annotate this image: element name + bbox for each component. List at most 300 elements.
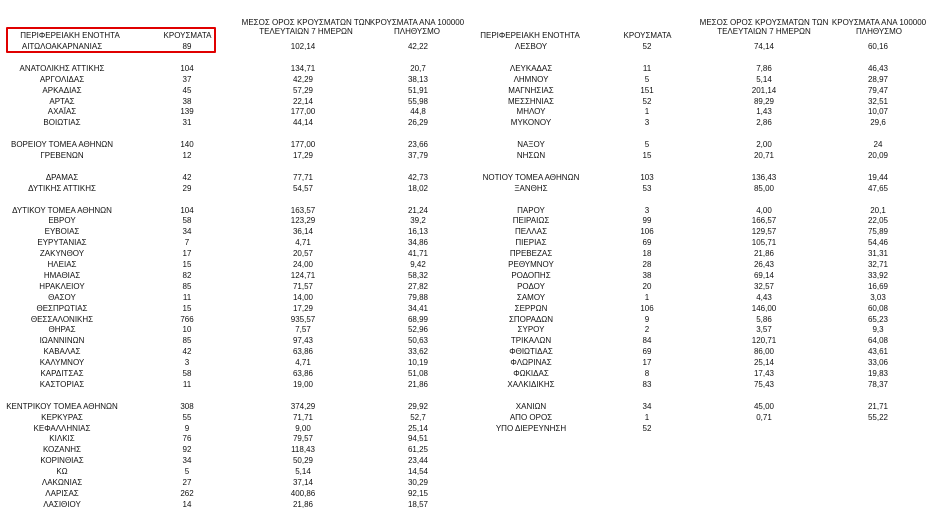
rate-per-100k-value: 23,44 bbox=[407, 456, 429, 466]
rate-per-100k-value: 18,57 bbox=[407, 499, 429, 509]
cases-value: 55 bbox=[182, 412, 192, 422]
left-header-unit: ΠΕΡΙΦΕΡΕΙΑΚΗ ΕΝΟΤΗΤΑ bbox=[20, 31, 120, 40]
table-row bbox=[0, 237, 929, 248]
table-row bbox=[0, 488, 929, 499]
cases-value: 89 bbox=[182, 42, 192, 51]
right-header-unit: ΠΕΡΙΦΕΡΕΙΑΚΗ ΕΝΟΤΗΤΑ bbox=[480, 31, 580, 40]
avg-7day-value: 17,29 bbox=[292, 151, 314, 160]
avg-7day-value: 71,57 bbox=[292, 281, 314, 291]
rate-per-100k-value: 32,71 bbox=[867, 260, 889, 269]
table-row bbox=[0, 161, 929, 172]
cases-value: 83 bbox=[642, 379, 652, 389]
region-name: ΜΗΛΟΥ bbox=[516, 107, 546, 117]
rate-per-100k-value: 16,69 bbox=[867, 281, 889, 291]
avg-7day-value: 19,00 bbox=[292, 379, 314, 389]
rate-per-100k-value: 68,99 bbox=[407, 314, 429, 324]
region-name: ΚΩ bbox=[56, 467, 68, 477]
avg-7day-value: 20,71 bbox=[753, 151, 775, 160]
avg-7day-value: 7,86 bbox=[756, 63, 772, 73]
cases-value: 34 bbox=[182, 227, 192, 237]
rate-per-100k-value: 33,62 bbox=[407, 347, 429, 357]
avg-7day-value: 163,57 bbox=[290, 205, 316, 215]
cases-value: 10 bbox=[182, 325, 192, 335]
region-name: ΘΗΡΑΣ bbox=[48, 325, 76, 335]
cases-value: 1 bbox=[644, 292, 650, 302]
rate-per-100k-value: 28,97 bbox=[867, 74, 889, 84]
rate-per-100k-value: 79,47 bbox=[867, 85, 889, 95]
cases-value: 14 bbox=[182, 499, 192, 509]
cases-value: 2 bbox=[644, 325, 650, 335]
table-row bbox=[0, 324, 929, 335]
avg-7day-value: 63,86 bbox=[292, 347, 314, 357]
avg-7day-value: 4,00 bbox=[756, 205, 772, 215]
region-name: ΚΕΦΑΛΛΗΝΙΑΣ bbox=[33, 423, 91, 433]
region-name: ΑΡΚΑΔΙΑΣ bbox=[42, 85, 82, 95]
right-header-rate: ΚΡΟΥΣΜΑΤΑ ΑΝΑ 100000 ΠΛΗΘΥΣΜΟ bbox=[831, 18, 927, 36]
cases-value: 37 bbox=[182, 74, 192, 84]
rate-per-100k-value: 92,15 bbox=[407, 488, 429, 498]
cases-value: 15 bbox=[642, 151, 652, 160]
cases-value: 15 bbox=[182, 303, 192, 313]
avg-7day-value: 69,14 bbox=[753, 270, 775, 280]
region-name: ΑΠΟ ΟΡΟΣ bbox=[509, 412, 553, 422]
avg-7day-value: 9,00 bbox=[295, 423, 311, 433]
avg-7day-value: 123,29 bbox=[290, 216, 316, 226]
cases-value: 58 bbox=[182, 216, 192, 226]
region-name: ΞΑΝΘΗΣ bbox=[514, 183, 548, 193]
table-row bbox=[0, 433, 929, 444]
rate-per-100k-value: 60,08 bbox=[867, 303, 889, 313]
avg-7day-value: 32,57 bbox=[753, 281, 775, 291]
avg-7day-value: 54,57 bbox=[292, 183, 314, 193]
table-row bbox=[0, 270, 929, 281]
region-name: ΧΑΝΙΩΝ bbox=[515, 401, 547, 411]
rate-per-100k-value: 31,31 bbox=[867, 249, 889, 259]
region-name: ΣΑΜΟΥ bbox=[516, 292, 546, 302]
table-row bbox=[0, 314, 929, 325]
region-name: ΚΟΡΙΝΘΙΑΣ bbox=[40, 456, 84, 466]
cases-value: 27 bbox=[182, 478, 192, 487]
cases-value: 42 bbox=[182, 172, 192, 182]
avg-7day-value: 17,43 bbox=[753, 369, 775, 378]
table-row bbox=[0, 226, 929, 237]
cases-value: 11 bbox=[182, 379, 192, 389]
rate-per-100k-value: 20,1 bbox=[870, 205, 886, 215]
avg-7day-value: 129,57 bbox=[751, 227, 777, 237]
avg-7day-value: 44,14 bbox=[292, 118, 314, 128]
rate-per-100k-value: 79,88 bbox=[407, 292, 429, 302]
rate-per-100k-value: 32,51 bbox=[867, 96, 889, 106]
table-row bbox=[0, 444, 929, 455]
table-row bbox=[0, 281, 929, 292]
cases-value: 3 bbox=[184, 358, 190, 368]
cases-value: 28 bbox=[642, 260, 652, 269]
region-name: ΔΥΤΙΚΗΣ ΑΤΤΙΚΗΣ bbox=[28, 183, 96, 193]
avg-7day-value: 79,57 bbox=[292, 434, 314, 444]
table-row bbox=[0, 106, 929, 117]
avg-7day-value: 124,71 bbox=[290, 270, 316, 280]
rate-per-100k-value: 34,41 bbox=[407, 303, 429, 313]
table-row bbox=[0, 412, 929, 423]
cases-value: 76 bbox=[182, 434, 192, 444]
avg-7day-value: 935,57 bbox=[290, 314, 316, 324]
region-name: ΣΠΟΡΑΔΩΝ bbox=[508, 314, 554, 324]
region-name: ΣΥΡΟΥ bbox=[517, 325, 545, 335]
table-row bbox=[0, 215, 929, 226]
region-name: ΘΑΣΟΥ bbox=[48, 292, 76, 302]
table-row bbox=[0, 259, 929, 270]
cases-value: 139 bbox=[180, 107, 194, 117]
avg-7day-value: 105,71 bbox=[751, 238, 777, 248]
region-name: ΕΥΒΟΙΑΣ bbox=[44, 227, 80, 237]
table-row bbox=[0, 205, 929, 216]
rate-per-100k-value: 24 bbox=[873, 140, 883, 150]
cases-value: 9 bbox=[644, 314, 650, 324]
avg-7day-value: 77,71 bbox=[292, 172, 314, 182]
cases-value: 69 bbox=[642, 347, 652, 357]
region-name: ΛΑΣΙΘΙΟΥ bbox=[43, 499, 81, 509]
rate-per-100k-value: 19,83 bbox=[867, 369, 889, 378]
avg-7day-value: 4,71 bbox=[295, 358, 311, 368]
rate-per-100k-value: 61,25 bbox=[407, 445, 429, 455]
table-row bbox=[0, 74, 929, 85]
avg-7day-value: 4,43 bbox=[756, 292, 772, 302]
cases-value: 84 bbox=[642, 336, 652, 346]
cases-value: 85 bbox=[182, 281, 192, 291]
region-name: ΖΑΚΥΝΘΟΥ bbox=[39, 249, 85, 259]
cases-value: 3 bbox=[644, 118, 650, 128]
rate-per-100k-value: 26,29 bbox=[407, 118, 429, 128]
region-name: ΓΡΕΒΕΝΩΝ bbox=[40, 151, 84, 160]
avg-7day-value: 22,14 bbox=[292, 96, 314, 106]
region-name: ΚΑΣΤΟΡΙΑΣ bbox=[39, 379, 85, 389]
cases-value: 92 bbox=[182, 445, 192, 455]
region-name: ΗΛΕΙΑΣ bbox=[47, 260, 77, 269]
cases-value: 5 bbox=[184, 467, 190, 477]
rate-per-100k-value: 55,22 bbox=[867, 412, 889, 422]
rate-per-100k-value: 33,06 bbox=[867, 358, 889, 368]
region-name: ΛΑΚΩΝΙΑΣ bbox=[41, 478, 83, 487]
table-row bbox=[0, 303, 929, 314]
table-row bbox=[0, 477, 929, 488]
cases-value: 1 bbox=[644, 107, 650, 117]
cases-value: 11 bbox=[642, 63, 652, 73]
rate-per-100k-value: 42,22 bbox=[407, 42, 429, 51]
region-name: ΚΑΛΥΜΝΟΥ bbox=[39, 358, 85, 368]
rate-per-100k-value: 29,92 bbox=[407, 401, 429, 411]
cases-value: 8 bbox=[644, 369, 650, 378]
avg-7day-value: 37,14 bbox=[292, 478, 314, 487]
region-name: ΠΕΙΡΑΙΩΣ bbox=[512, 216, 550, 226]
table-row bbox=[0, 85, 929, 96]
cases-value: 53 bbox=[642, 183, 652, 193]
cases-value: 5 bbox=[644, 140, 650, 150]
rate-per-100k-value: 42,73 bbox=[407, 172, 429, 182]
avg-7day-value: 120,71 bbox=[751, 336, 777, 346]
table-row bbox=[0, 455, 929, 466]
cases-value: 766 bbox=[180, 314, 194, 324]
region-name: ΔΡΑΜΑΣ bbox=[45, 172, 79, 182]
left-header-rate: ΚΡΟΥΣΜΑΤΑ ΑΝΑ 100000 ΠΛΗΘΥΣΜΟ bbox=[369, 18, 465, 36]
region-name: ΡΟΔΟΥ bbox=[517, 281, 545, 291]
region-name: ΕΥΡΥΤΑΝΙΑΣ bbox=[37, 238, 87, 248]
rate-per-100k-value: 21,24 bbox=[407, 205, 429, 215]
right-header-cases: ΚΡΟΥΣΜΑΤΑ bbox=[623, 31, 672, 40]
avg-7day-value: 2,00 bbox=[756, 140, 772, 150]
avg-7day-value: 57,29 bbox=[292, 85, 314, 95]
avg-7day-value: 102,14 bbox=[290, 42, 316, 51]
cases-value: 17 bbox=[642, 358, 652, 368]
cases-value: 38 bbox=[182, 96, 192, 106]
cases-value: 82 bbox=[182, 270, 192, 280]
table-row bbox=[0, 248, 929, 259]
rate-per-100k-value: 37,79 bbox=[407, 151, 429, 160]
avg-7day-value: 201,14 bbox=[751, 85, 777, 95]
rate-per-100k-value: 16,13 bbox=[407, 227, 429, 237]
table-row bbox=[0, 390, 929, 401]
avg-7day-value: 21,86 bbox=[292, 499, 314, 509]
region-name: ΦΛΩΡΙΝΑΣ bbox=[510, 358, 552, 368]
cases-value: 34 bbox=[642, 401, 652, 411]
region-name: ΛΕΣΒΟΥ bbox=[514, 42, 548, 51]
avg-7day-value: 400,86 bbox=[290, 488, 316, 498]
avg-7day-value: 97,43 bbox=[292, 336, 314, 346]
region-name: ΝΟΤΙΟΥ ΤΟΜΕΑ ΑΘΗΝΩΝ bbox=[482, 172, 580, 182]
table-row bbox=[0, 499, 929, 510]
cases-value: 104 bbox=[180, 205, 194, 215]
table-row bbox=[0, 357, 929, 368]
rate-per-100k-value: 3,03 bbox=[870, 292, 886, 302]
avg-7day-value: 5,14 bbox=[295, 467, 311, 477]
cases-value: 52 bbox=[642, 96, 652, 106]
table-row bbox=[0, 117, 929, 128]
avg-7day-value: 1,43 bbox=[756, 107, 772, 117]
region-name: ΑΙΤΩΛΟΑΚΑΡΝΑΝΙΑΣ bbox=[21, 42, 103, 51]
region-name: ΗΡΑΚΛΕΙΟΥ bbox=[39, 281, 85, 291]
cases-value: 106 bbox=[640, 227, 654, 237]
cases-value: 11 bbox=[182, 292, 192, 302]
table-row bbox=[0, 150, 929, 161]
rate-per-100k-value: 78,37 bbox=[867, 379, 889, 389]
avg-7day-value: 0,71 bbox=[756, 412, 772, 422]
region-name: ΠΡΕΒΕΖΑΣ bbox=[509, 249, 553, 259]
table-row bbox=[0, 466, 929, 477]
avg-7day-value: 24,00 bbox=[292, 260, 314, 269]
region-name: ΕΒΡΟΥ bbox=[48, 216, 76, 226]
cases-value: 99 bbox=[642, 216, 652, 226]
region-name: ΧΑΛΚΙΔΙΚΗΣ bbox=[507, 379, 555, 389]
rate-per-100k-value: 41,71 bbox=[407, 249, 429, 259]
region-name: ΠΑΡΟΥ bbox=[517, 205, 545, 215]
right-header-avg: ΜΕΣΟΣ ΟΡΟΣ ΚΡΟΥΣΜΑΤΩΝ ΤΩΝ ΤΕΛΕΥΤΑΙΩΝ 7 ΗΜΕΡΩΝ bbox=[699, 18, 829, 36]
region-name: ΑΡΤΑΣ bbox=[49, 96, 75, 106]
rate-per-100k-value: 22,05 bbox=[867, 216, 889, 226]
table-row bbox=[0, 52, 929, 63]
avg-7day-value: 71,71 bbox=[292, 412, 314, 422]
region-name: ΠΕΛΛΑΣ bbox=[514, 227, 548, 237]
cases-value: 3 bbox=[644, 205, 650, 215]
rate-per-100k-value: 10,07 bbox=[867, 107, 889, 117]
avg-7day-value: 36,14 bbox=[292, 227, 314, 237]
table-row bbox=[0, 139, 929, 150]
rate-per-100k-value: 51,91 bbox=[407, 85, 429, 95]
cases-value: 308 bbox=[180, 401, 194, 411]
region-name: ΡΕΘΥΜΝΟΥ bbox=[508, 260, 554, 269]
region-name: ΘΕΣΣΑΛΟΝΙΚΗΣ bbox=[30, 314, 94, 324]
avg-7day-value: 3,57 bbox=[756, 325, 772, 335]
region-name: ΘΕΣΠΡΩΤΙΑΣ bbox=[36, 303, 88, 313]
rate-per-100k-value: 20,09 bbox=[867, 151, 889, 160]
cases-value: 31 bbox=[182, 118, 192, 128]
rate-per-100k-value: 9,3 bbox=[872, 325, 884, 335]
avg-7day-value: 14,00 bbox=[292, 292, 314, 302]
avg-7day-value: 146,00 bbox=[751, 303, 777, 313]
region-name: ΚΙΛΚΙΣ bbox=[49, 434, 75, 444]
region-name: ΦΩΚΙΔΑΣ bbox=[513, 369, 549, 378]
table-row bbox=[0, 96, 929, 107]
table-row bbox=[0, 63, 929, 74]
region-name: ΙΩΑΝΝΙΝΩΝ bbox=[39, 336, 85, 346]
region-name: ΡΟΔΟΠΗΣ bbox=[511, 270, 551, 280]
avg-7day-value: 166,57 bbox=[751, 216, 777, 226]
rate-per-100k-value: 21,71 bbox=[867, 401, 889, 411]
rate-per-100k-value: 51,08 bbox=[407, 369, 429, 378]
region-name: ΒΟΡΕΙΟΥ ΤΟΜΕΑ ΑΘΗΝΩΝ bbox=[10, 140, 114, 150]
rate-per-100k-value: 52,7 bbox=[410, 412, 426, 422]
cases-value: 106 bbox=[640, 303, 654, 313]
avg-7day-value: 2,86 bbox=[756, 118, 772, 128]
table-row bbox=[0, 183, 929, 194]
rate-per-100k-value: 10,19 bbox=[407, 358, 429, 368]
rate-per-100k-value: 27,82 bbox=[407, 281, 429, 291]
cases-value: 38 bbox=[642, 270, 652, 280]
avg-7day-value: 26,43 bbox=[753, 260, 775, 269]
region-name: ΛΑΡΙΣΑΣ bbox=[45, 488, 79, 498]
region-name: ΜΕΣΣΗΝΙΑΣ bbox=[508, 96, 554, 106]
cases-value: 85 bbox=[182, 336, 192, 346]
cases-value: 1 bbox=[644, 412, 650, 422]
table-row bbox=[0, 368, 929, 379]
rate-per-100k-value: 47,65 bbox=[867, 183, 889, 193]
cases-value: 45 bbox=[182, 85, 192, 95]
region-name: ΝΑΞΟΥ bbox=[517, 140, 545, 150]
region-name: ΑΝΑΤΟΛΙΚΗΣ ΑΤΤΙΚΗΣ bbox=[19, 63, 105, 73]
avg-7day-value: 89,29 bbox=[753, 96, 775, 106]
avg-7day-value: 63,86 bbox=[292, 369, 314, 378]
rate-per-100k-value: 9,42 bbox=[410, 260, 426, 269]
avg-7day-value: 4,71 bbox=[295, 238, 311, 248]
avg-7day-value: 177,00 bbox=[290, 107, 316, 117]
cases-value: 262 bbox=[180, 488, 194, 498]
cases-value: 17 bbox=[182, 249, 192, 259]
rate-per-100k-value: 18,02 bbox=[407, 183, 429, 193]
avg-7day-value: 25,14 bbox=[753, 358, 775, 368]
region-name: ΜΥΚΟΝΟΥ bbox=[510, 118, 552, 128]
table-row bbox=[0, 128, 929, 139]
left-header-cases: ΚΡΟΥΣΜΑΤΑ bbox=[163, 31, 212, 40]
region-name: ΑΡΓΟΛΙΔΑΣ bbox=[39, 74, 85, 84]
region-name: ΚΑΡΔΙΤΣΑΣ bbox=[40, 369, 84, 378]
table-row bbox=[0, 172, 929, 183]
region-name: ΛΗΜΝΟΥ bbox=[513, 74, 549, 84]
rate-per-100k-value: 29,6 bbox=[870, 118, 886, 128]
cases-value: 104 bbox=[180, 63, 194, 73]
avg-7day-value: 21,86 bbox=[753, 249, 775, 259]
cases-value: 52 bbox=[642, 423, 652, 433]
avg-7day-value: 75,43 bbox=[753, 379, 775, 389]
region-name: ΣΕΡΡΩΝ bbox=[514, 303, 548, 313]
cases-value: 140 bbox=[180, 140, 194, 150]
region-name: ΠΙΕΡΙΑΣ bbox=[515, 238, 547, 248]
cases-value: 29 bbox=[182, 183, 192, 193]
region-name: ΚΟΖΑΝΗΣ bbox=[42, 445, 82, 455]
rate-per-100k-value: 20,7 bbox=[410, 63, 426, 73]
avg-7day-value: 5,14 bbox=[756, 74, 772, 84]
rate-per-100k-value: 23,66 bbox=[407, 140, 429, 150]
table-row bbox=[0, 41, 929, 52]
cases-value: 15 bbox=[182, 260, 192, 269]
rate-per-100k-value: 52,96 bbox=[407, 325, 429, 335]
table-row bbox=[0, 401, 929, 412]
rate-per-100k-value: 44,8 bbox=[410, 107, 426, 117]
table-row bbox=[0, 346, 929, 357]
rate-per-100k-value: 14,54 bbox=[407, 467, 429, 477]
rate-per-100k-value: 43,61 bbox=[867, 347, 889, 357]
region-name: ΝΗΣΩΝ bbox=[516, 151, 546, 160]
rate-per-100k-value: 55,98 bbox=[407, 96, 429, 106]
avg-7day-value: 45,00 bbox=[753, 401, 775, 411]
cases-value: 103 bbox=[640, 172, 654, 182]
avg-7day-value: 50,29 bbox=[292, 456, 314, 466]
rate-per-100k-value: 50,63 bbox=[407, 336, 429, 346]
table-row bbox=[0, 379, 929, 390]
region-name: ΛΕΥΚΑΔΑΣ bbox=[509, 63, 553, 73]
region-name: ΦΘΙΩΤΙΔΑΣ bbox=[509, 347, 553, 357]
left-header-avg: ΜΕΣΟΣ ΟΡΟΣ ΚΡΟΥΣΜΑΤΩΝ ΤΩΝ ΤΕΛΕΥΤΑΙΩΝ 7 ΗΜΕΡΩΝ bbox=[241, 18, 371, 36]
cases-value: 12 bbox=[182, 151, 192, 160]
region-name: ΗΜΑΘΙΑΣ bbox=[43, 270, 81, 280]
region-name: ΔΥΤΙΚΟΥ ΤΟΜΕΑ ΑΘΗΝΩΝ bbox=[12, 205, 112, 215]
table-row bbox=[0, 335, 929, 346]
avg-7day-value: 5,86 bbox=[756, 314, 772, 324]
region-name: ΜΑΓΝΗΣΙΑΣ bbox=[508, 85, 554, 95]
cases-value: 7 bbox=[184, 238, 190, 248]
avg-7day-value: 85,00 bbox=[753, 183, 775, 193]
cases-value: 34 bbox=[182, 456, 192, 466]
region-name: ΚΑΒΑΛΑΣ bbox=[43, 347, 81, 357]
avg-7day-value: 118,43 bbox=[291, 445, 315, 455]
cases-value: 9 bbox=[184, 423, 190, 433]
region-name: ΤΡΙΚΑΛΩΝ bbox=[510, 336, 552, 346]
rate-per-100k-value: 33,92 bbox=[867, 270, 889, 280]
avg-7day-value: 7,57 bbox=[295, 325, 311, 335]
rate-per-100k-value: 39,2 bbox=[410, 216, 426, 226]
avg-7day-value: 134,71 bbox=[290, 63, 316, 73]
avg-7day-value: 86,00 bbox=[753, 347, 775, 357]
rate-per-100k-value: 34,86 bbox=[407, 238, 429, 248]
avg-7day-value: 74,14 bbox=[753, 42, 775, 51]
region-name: ΥΠΟ ΔΙΕΡΕΥΝΗΣΗ bbox=[495, 423, 567, 433]
rate-per-100k-value: 25,14 bbox=[407, 423, 429, 433]
rate-per-100k-value: 75,89 bbox=[867, 227, 889, 237]
rate-per-100k-value: 30,29 bbox=[407, 478, 429, 487]
rate-per-100k-value: 38,13 bbox=[407, 74, 429, 84]
cases-value: 151 bbox=[640, 85, 654, 95]
avg-7day-value: 374,29 bbox=[290, 401, 316, 411]
rate-per-100k-value: 46,43 bbox=[867, 63, 889, 73]
cases-value: 52 bbox=[642, 42, 652, 51]
cases-value: 18 bbox=[642, 249, 652, 259]
